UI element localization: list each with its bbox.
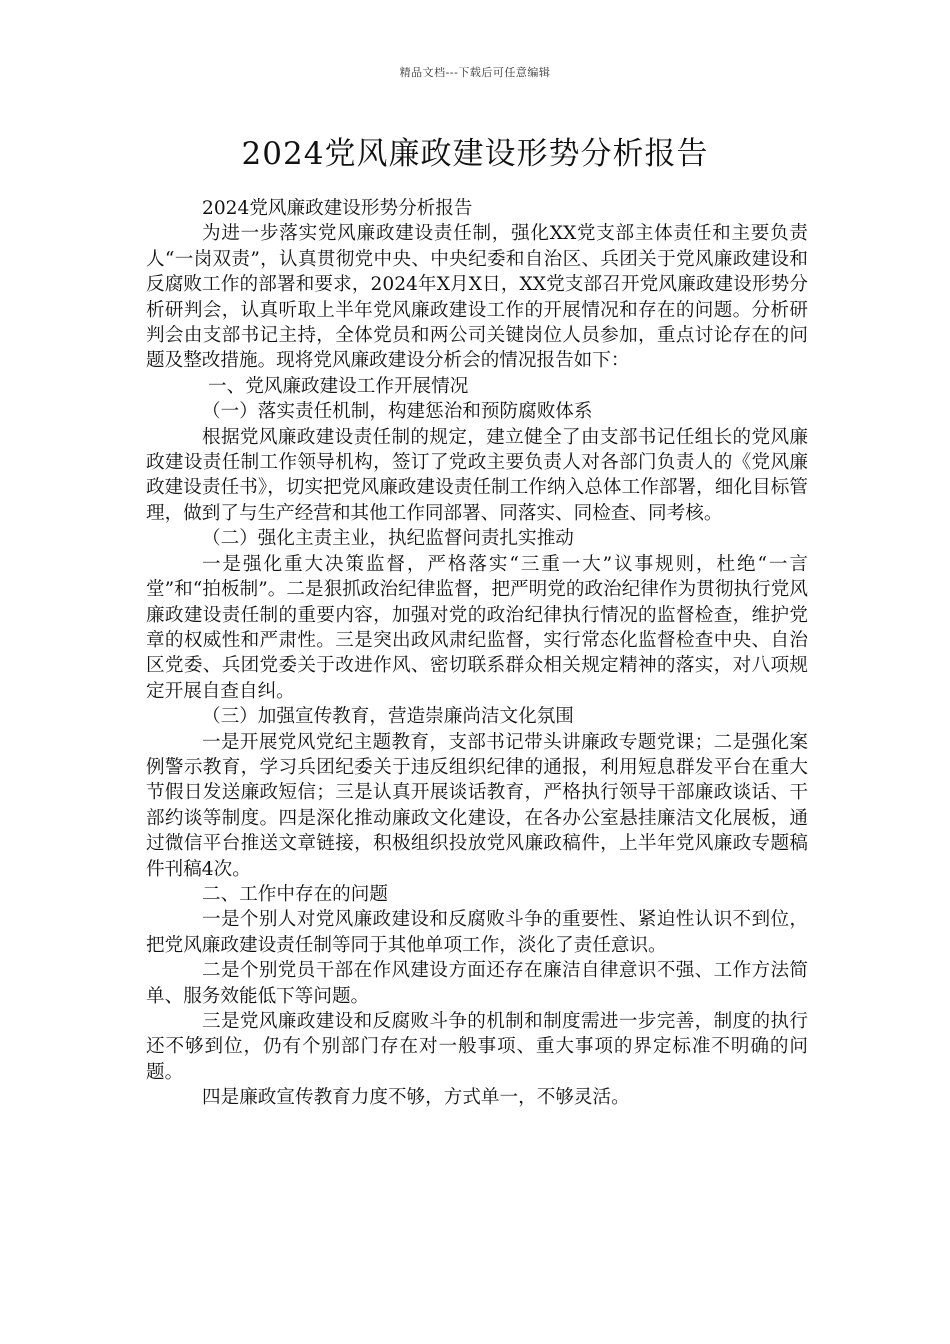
body-paragraph: 一是强化重大决策监督，严格落实“三重一大”议事规则，杜绝“一言堂”和“拍板制”。二是狠抓政治纪律监督，把严明党的政治纪律作为贯彻执行党风廉政建设责任制的重要内容，加强对党的政治纪律执行情况的监督检查，维护党章的权威性和严肃性。三是突出政风肃纪监督，实行常态化监督检查中央、自治区党委、兵团党委关于改进作风、密切联系群众相关规定精神的落实，对八项规定开展自查自纠。 xyxy=(146,553,808,702)
body-paragraph: 三是党风廉政建设和反腐败斗争的机制和制度需进一步完善，制度的执行还不够到位，仍有个别部门存在对一般事项、重大事项的界定标准不明确的问题。 xyxy=(146,1011,808,1083)
body-paragraph: 根据党风廉政建设责任制的规定，建立健全了由支部书记任组长的党风廉政建设责任制工作领导机构，签订了党政主要负责人对各部门负责人的《党风廉政建设责任书》，切实把党风廉政建设责任制工作纳入总体工作部署，细化目标管理，做到了与生产经营和其他工作同部署、同落实、同检查、同考核。 xyxy=(146,426,808,524)
subtitle-paragraph: 2024党风廉政建设形势分析报告 xyxy=(202,198,473,219)
body-paragraph: 二是个别党员干部在作风建设方面还存在廉洁自律意识不强、工作方法简单、服务效能低下等问题。 xyxy=(146,960,808,1007)
section-heading: 二、工作中存在的问题 xyxy=(202,883,388,905)
section-heading: 一、党风廉政建设工作开展情况 xyxy=(208,375,469,397)
subsection-heading: （一）落实责任机制，构建惩治和预防腐败体系 xyxy=(202,401,593,423)
body-paragraph: 一是开展党风党纪主题教育，支部书记带头讲廉政专题党课；二是强化案例警示教育，学习兵团纪委关于违反组织纪律的通报，利用短息群发平台在重大节假日发送廉政短信；三是认真开展谈话教育，严格执行领导干部廉政谈话、干部约谈等制度。四是深化推动廉政文化建设，在各办公室悬挂廉洁文化展板，通过微信平台推送文章链接，积极组织投放党风廉政稿件，上半年党风廉政专题稿件刊稿4次。 xyxy=(146,731,808,880)
document-title: 2024党风廉政建设形势分析报告 xyxy=(241,136,709,172)
header-note: 精品文档---下载后可任意编辑 xyxy=(399,66,551,79)
body-paragraph: 一是个别人对党风廉政建设和反腐败斗争的重要性、紧迫性认识不到位，把党风廉政建设责任制等同于其他单项工作，淡化了责任意识。 xyxy=(146,909,808,956)
document-body xyxy=(146,196,808,1111)
intro-paragraph: 为进一步落实党风廉政建设责任制，强化XX党支部主体责任和主要负责人“一岗双责”，认真贯彻党中央、中央纪委和自治区、兵团关于党风廉政建设和反腐败工作的部署和要求，2024年X月X日，XX党支部召开党风廉政建设形势分析研判会，认真听取上半年党风廉政建设工作的开展情况和存在的问题。分析研判会由支部书记主持，全体党员和两公司关键岗位人员参加，重点讨论存在的问题及整改措施。现将党风廉政建设分析会的情况报告如下： xyxy=(146,223,808,372)
subsection-heading: （三）加强宣传教育，营造崇廉尚洁文化氛围 xyxy=(202,706,574,728)
body-paragraph: 四是廉政宣传教育力度不够，方式单一，不够灵活。 xyxy=(202,1087,630,1109)
subsection-heading: （二）强化主责主业，执纪监督问责扎实推动 xyxy=(202,528,574,550)
